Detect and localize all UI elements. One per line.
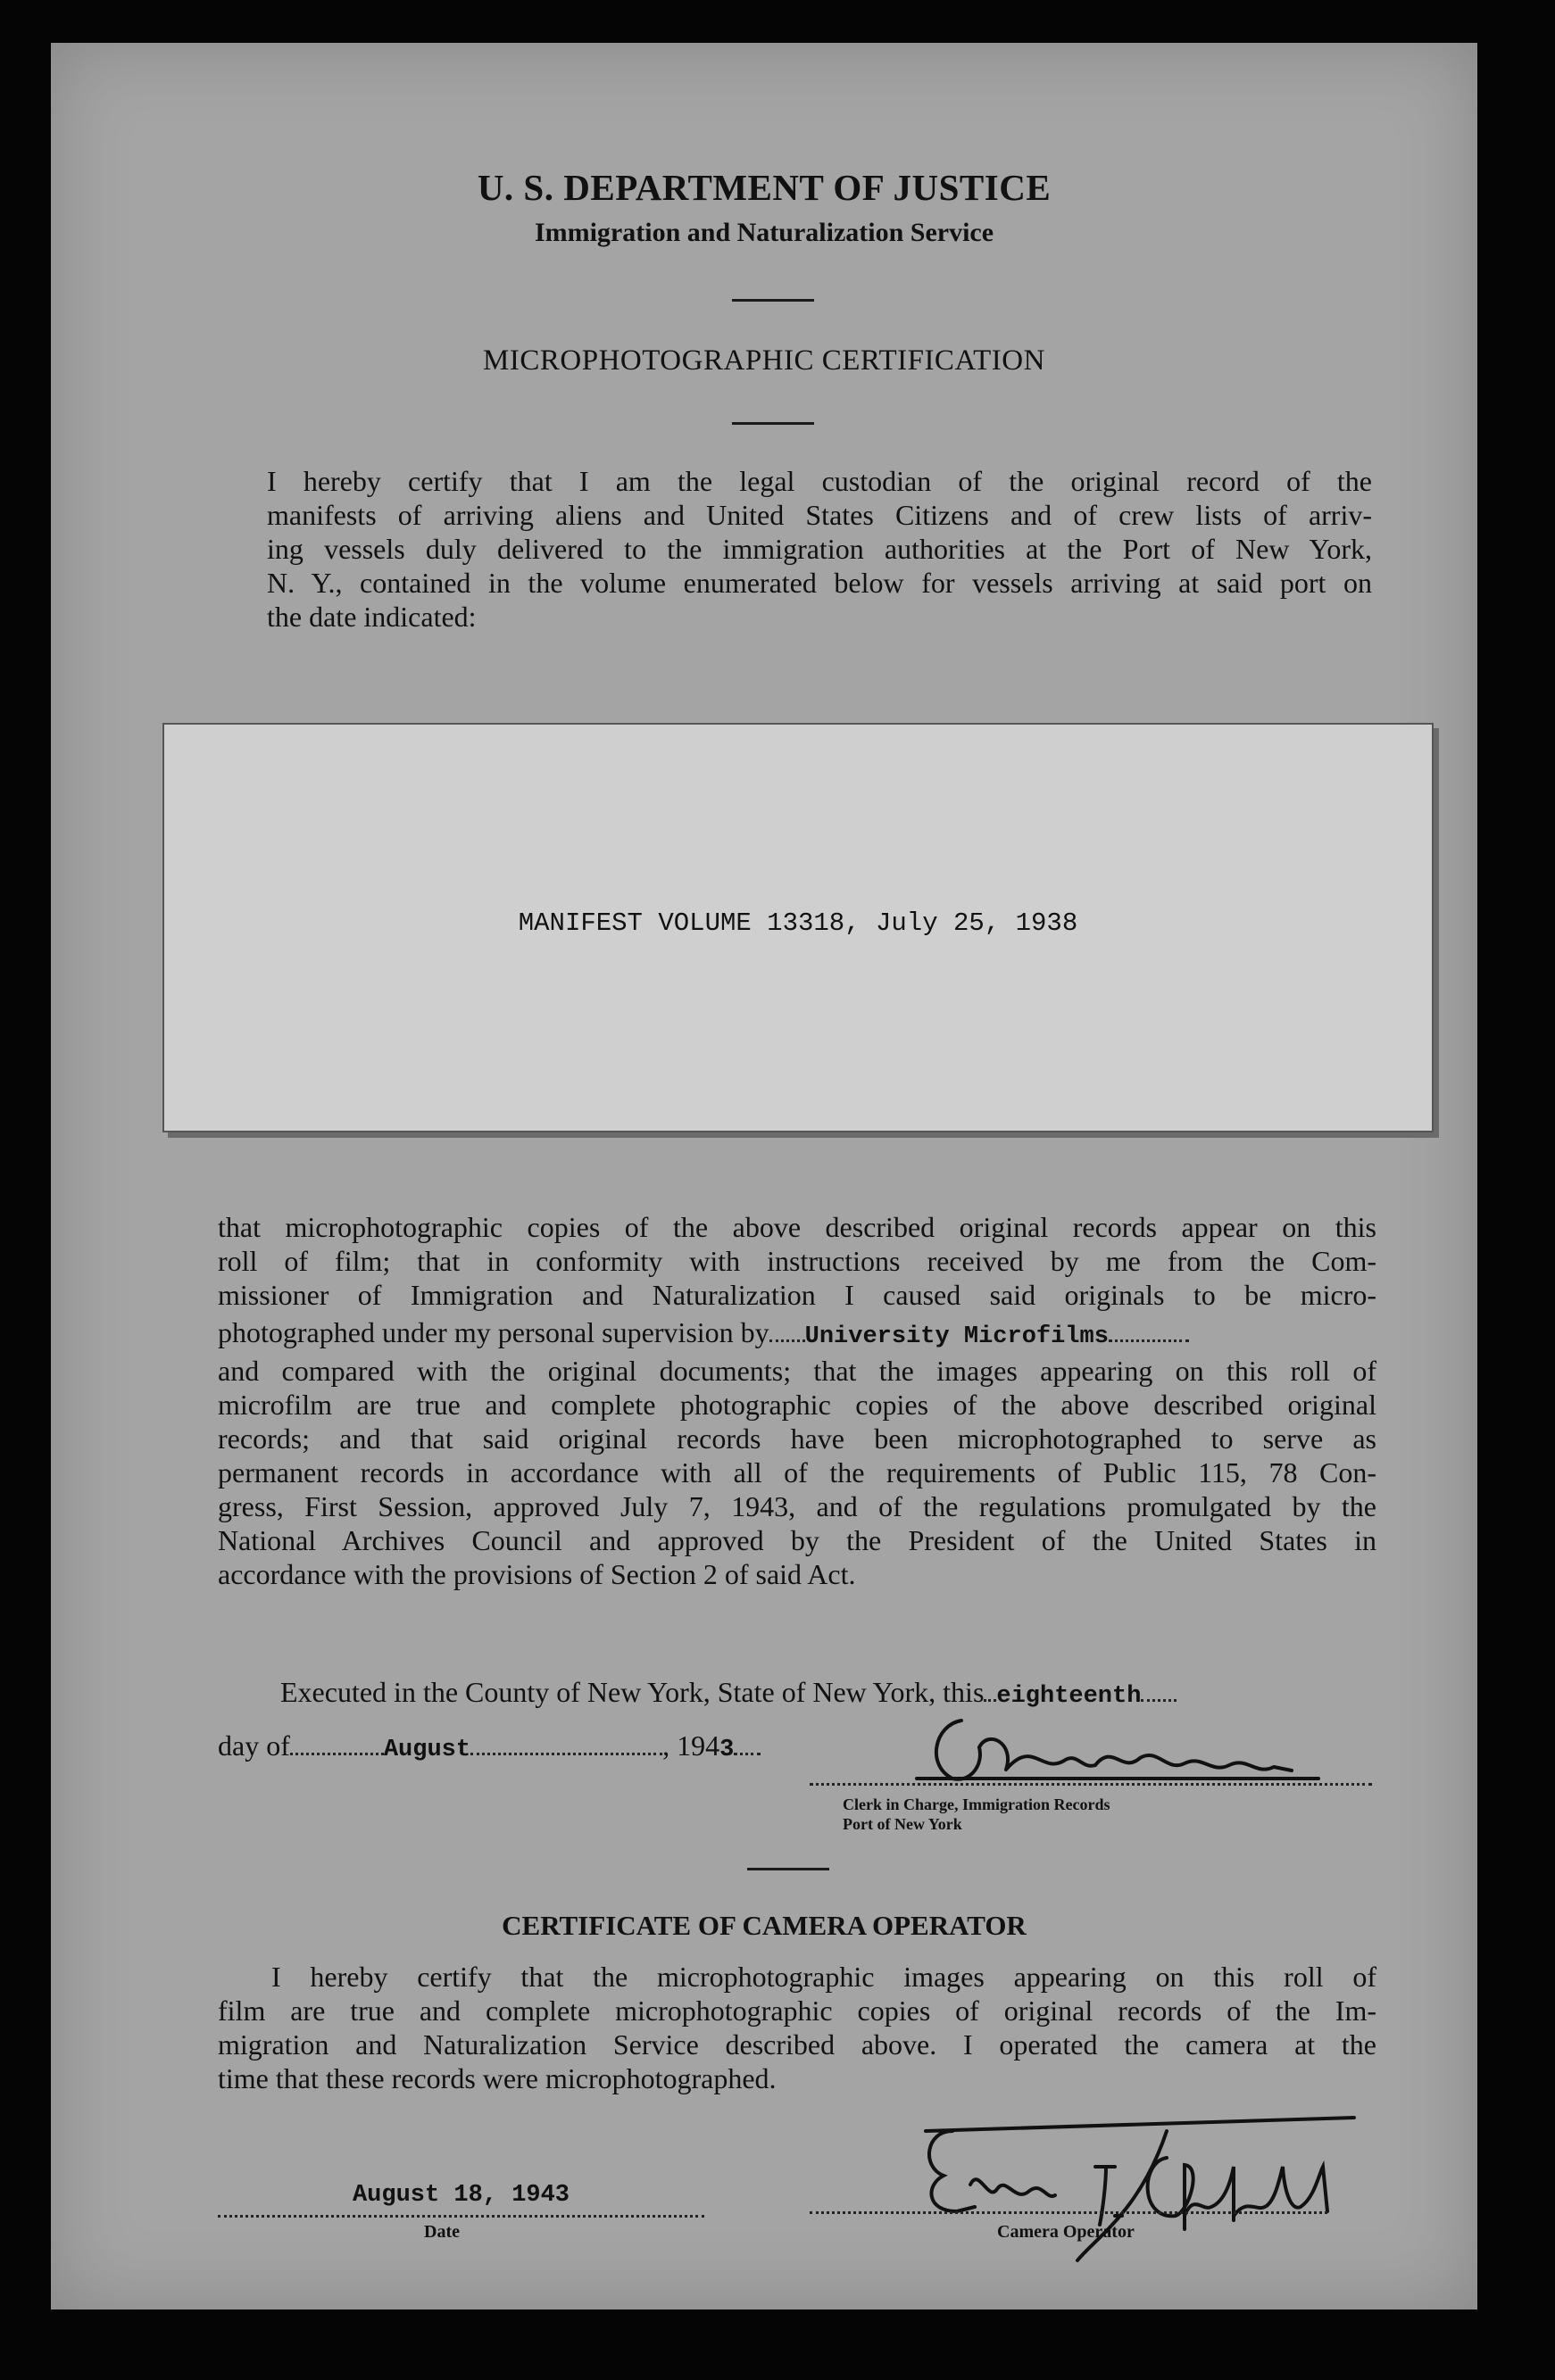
divider-top (732, 299, 814, 302)
day-of-line (218, 1729, 761, 1763)
custodian-line-5: the date indicated: (267, 601, 477, 633)
department-title: U. S. DEPARTMENT OF JUSTICE (477, 167, 1052, 208)
supervision-text: photographed under my personal supervision by (218, 1316, 769, 1348)
certification-title: MICROPHOTOGRAPHIC CERTIFICATION (483, 344, 1045, 377)
service-subtitle: Immigration and Naturalization Service (534, 218, 994, 247)
operator-line-2: film are true and complete microphotographic copies of original records of the Im- (218, 1994, 1376, 2027)
copies-line-9: gress, First Session, approved July 7, 1943, and of the regulations promulgated by the (218, 1490, 1376, 1522)
copies-paragraph (218, 1210, 1376, 1591)
copies-line-11: accordance with the provisions of Section 2 of said Act. (218, 1558, 856, 1590)
microfilmer-name: University Microfilms (804, 1323, 1109, 1350)
copies-line-2: roll of film; that in conformity with instructions received by me from the Com- (218, 1245, 1376, 1277)
date-value: August 18, 1943 (352, 2182, 570, 2209)
dotted-leader (1109, 1339, 1189, 1342)
date-label: Date (424, 2222, 460, 2242)
camera-operator-signature (872, 2033, 1408, 2265)
camera-operator-heading: CERTIFICATE OF CAMERA OPERATOR (502, 1910, 1027, 1941)
certificate-page (51, 43, 1477, 2310)
divider-middle (732, 422, 814, 425)
executed-text: Executed in the County of New York, State of New York, this (280, 1676, 985, 1708)
custodian-line-1: I hereby certify that I am the legal custodian of the original record of the (267, 465, 1372, 497)
copies-line-6: microfilm are true and complete photographic copies of the above described original (218, 1389, 1376, 1421)
copies-line-4 (218, 1315, 1376, 1354)
year-prefix: , 194 (662, 1729, 720, 1762)
dotted-leader (290, 1753, 384, 1755)
clerk-signature (899, 1694, 1327, 1792)
dotted-leader (734, 1753, 761, 1755)
custodian-line-4: N. Y., contained in the volume enumerated below for vessels arriving at said port on (267, 567, 1372, 599)
dotted-leader (470, 1753, 662, 1755)
custodian-line-2: manifests of arriving aliens and United States Citizens and of crew lists of arriv- (267, 499, 1372, 531)
copies-line-3: missioner of Immigration and Naturalization I caused said originals to be micro- (218, 1279, 1376, 1311)
execution-day: eighteenth (996, 1683, 1142, 1710)
execution-month: August (383, 1737, 471, 1763)
clerk-signature-line (810, 1783, 1372, 1786)
operator-line-1: I hereby certify that the microphotographic images appearing on this roll of (271, 1961, 1376, 1993)
camera-operator-label: Camera Operator (997, 2222, 1135, 2242)
clerk-title-line-1: Clerk in Charge, Immigration Records (843, 1795, 1110, 1813)
clerk-title-line-2: Port of New York (843, 1815, 962, 1833)
year-digit: 3 (719, 1737, 735, 1763)
custodian-line-3: ing vessels duly delivered to the immigration authorities at the Port of New York, (267, 533, 1372, 565)
volume-label-text: MANIFEST VOLUME 13318, July 25, 1938 (518, 908, 1078, 938)
volume-label-card (162, 723, 1434, 1132)
copies-line-10: National Archives Council and approved by the President of the United States in (218, 1524, 1376, 1556)
day-of-label: day of (218, 1729, 290, 1762)
copies-line-1: that microphotographic copies of the above described original records appear on this (218, 1211, 1376, 1243)
camera-operator-signature-line (810, 2211, 1327, 2214)
clerk-title (843, 1795, 1110, 1834)
operator-line-4: time that these records were microphotographed. (218, 2062, 777, 2094)
date-field (218, 2176, 704, 2218)
custodian-paragraph (212, 464, 1372, 634)
copies-line-5: and compared with the original documents; that the images appearing on this roll of (218, 1355, 1376, 1387)
dotted-leader (769, 1339, 805, 1342)
operator-line-3: migration and Naturalization Service described above. I operated the camera at the (218, 2028, 1376, 2061)
copies-line-7: records; and that said original records have been microphotographed to serve as (218, 1422, 1376, 1455)
divider-bottom (747, 1868, 829, 1870)
copies-line-8: permanent records in accordance with all of the requirements of Public 115, 78 Con- (218, 1456, 1376, 1489)
